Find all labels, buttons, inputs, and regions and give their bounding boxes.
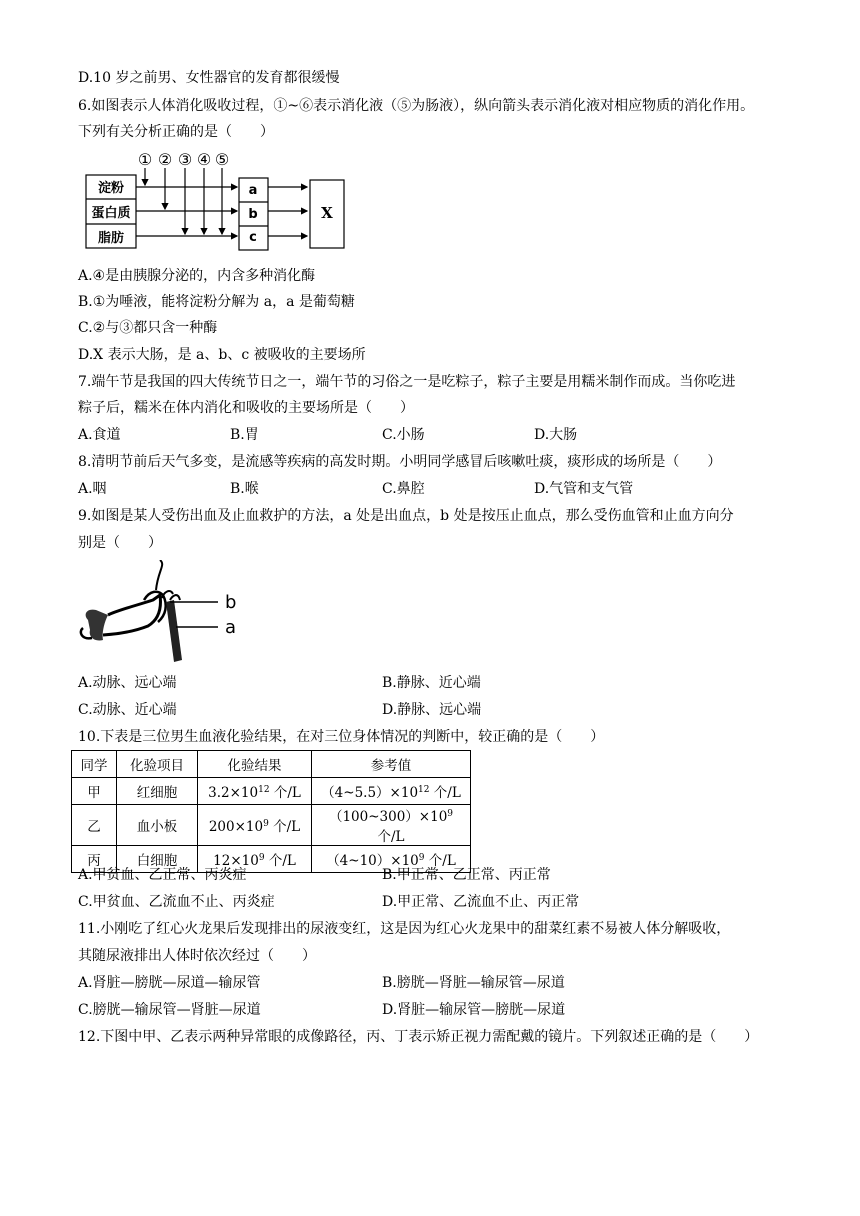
q6-option-c: C.②与③都只含一种酶 <box>78 320 218 336</box>
q9-stem-line1: 9.如图是某人受伤出血及止血救护的方法，a 处是出血点，b 处是按压止血点，那么受伤血管和止血方向分 <box>78 508 734 524</box>
bleeding-arm-figure <box>78 560 248 665</box>
circle-4: ④ <box>196 150 212 169</box>
q8-option-c: C.鼻腔 <box>382 481 425 497</box>
table-header-row <box>72 751 471 778</box>
q11-option-d: D.肾脏—输尿管—膀胱—尿道 <box>382 1002 566 1018</box>
cell-item: 血小板 <box>117 805 198 846</box>
header-result: 化验结果 <box>198 751 312 778</box>
q7-stem-line2: 粽子后，糯米在体内消化和吸收的主要场所是（ ） <box>78 400 414 416</box>
q10-option-a: A.甲贫血、乙正常、丙炎症 <box>78 867 247 883</box>
q8-option-b: B.喉 <box>230 481 259 497</box>
header-item: 化验项目 <box>117 751 198 778</box>
q6-option-d: D.X 表示大肠，是 a、b、c 被吸收的主要场所 <box>78 347 366 363</box>
q11-option-a: A.肾脏—膀胱—尿道—输尿管 <box>78 975 261 991</box>
q7-option-d: D.大肠 <box>534 427 578 443</box>
cell-reference: $(100\sim 300)\times 10^9$ 个/L <box>312 805 471 846</box>
q9-option-d: D.静脉、远心端 <box>382 702 482 718</box>
table-row <box>72 778 471 805</box>
circle-3: ③ <box>177 150 193 169</box>
q8-stem: 8.清明节前后天气多变，是流感等疾病的高发时期。小明同学感冒后咳嗽吐痰，痰形成的场所是（ ） <box>78 454 722 470</box>
table-row <box>72 805 471 846</box>
header-reference: 参考值 <box>312 751 471 778</box>
q9-option-b: B.静脉、近心端 <box>382 675 481 691</box>
q11-option-b: B.膀胱—肾脏—输尿管—尿道 <box>382 975 565 991</box>
cell-item: 红细胞 <box>117 778 198 805</box>
nutrient-fat: 脂肪 <box>97 231 125 246</box>
q12-stem: 12.下图中甲、乙表示两种异常眼的成像路径，丙、丁表示矫正视力需配戴的镜片。下列叙述正确的是（ ） <box>78 1029 759 1045</box>
target-x: X <box>321 204 333 222</box>
q7-stem-line1: 7.端午节是我国的四大传统节日之一，端午节的习俗之一是吃粽子，粽子主要是用糯米制作而成。当你吃进 <box>78 374 736 390</box>
q9-stem-line2: 别是（ ） <box>78 535 162 551</box>
header-student: 同学 <box>72 751 117 778</box>
q7-option-c: C.小肠 <box>382 427 425 443</box>
cell-result: $12\times 10^9$ 个/L <box>198 846 312 873</box>
product-b: b <box>248 207 258 222</box>
label-a: a <box>225 617 237 638</box>
cell-reference: $(4\sim 10)\times 10^9$ 个/L <box>312 846 471 873</box>
q9-option-a: A.动脉、远心端 <box>78 675 177 691</box>
q9-option-c: C.动脉、近心端 <box>78 702 177 718</box>
cell-reference: $(4\sim 5.5)\times 10^{12}$ 个/L <box>312 778 471 805</box>
q10-option-c: C.甲贫血、乙流血不止、丙炎症 <box>78 894 275 910</box>
q5-option-d: D.10 岁之前男、女性器官的发育都很缓慢 <box>78 70 340 86</box>
cell-result: $200\times 10^9$ 个/L <box>198 805 312 846</box>
nutrient-starch: 淀粉 <box>97 181 125 196</box>
q6-option-a: A.④是由胰腺分泌的，内含多种消化酶 <box>78 268 316 284</box>
circle-5: ⑤ <box>214 150 230 169</box>
cell-student: 乙 <box>72 805 117 846</box>
cell-item: 白细胞 <box>117 846 198 873</box>
blood-test-table <box>71 750 471 873</box>
product-a: a <box>248 183 258 198</box>
q11-stem-line2: 其随尿液排出人体时依次经过（ ） <box>78 948 316 964</box>
q11-stem-line1: 11.小刚吃了红心火龙果后发现排出的尿液变红，这是因为红心火龙果中的甜菜红素不易被人体分解吸收， <box>78 921 731 937</box>
q11-option-c: C.膀胱—输尿管—肾脏—尿道 <box>78 1002 261 1018</box>
label-b: b <box>225 592 237 613</box>
cell-student: 丙 <box>72 846 117 873</box>
q10-option-d: D.甲正常、乙流血不止、丙正常 <box>382 894 580 910</box>
circle-1: ① <box>137 150 153 169</box>
digestion-diagram <box>80 148 350 258</box>
q6-stem-line2: 下列有关分析正确的是（ ） <box>78 124 274 140</box>
q6-stem-line1: 6.如图表示人体消化吸收过程，①~⑥表示消化液（⑤为肠液），纵向箭头表示消化液对相应物质的消化作用。 <box>78 98 755 114</box>
q7-option-a: A.食道 <box>78 427 121 443</box>
q8-option-d: D.气管和支气管 <box>534 481 634 497</box>
cell-result: $3.2\times 10^{12}$ 个/L <box>198 778 312 805</box>
cell-student: 甲 <box>72 778 117 805</box>
product-c: c <box>249 230 257 245</box>
circle-2: ② <box>157 150 173 169</box>
q6-option-b: B.①为唾液，能将淀粉分解为 a，a 是葡萄糖 <box>78 294 355 310</box>
nutrient-protein: 蛋白质 <box>91 206 131 221</box>
q10-option-b: B.甲正常、乙正常、丙正常 <box>382 867 551 883</box>
q10-stem: 10.下表是三位男生血液化验结果，在对三位身体情况的判断中，较正确的是（ ） <box>78 729 605 745</box>
q8-option-a: A.咽 <box>78 481 107 497</box>
q7-option-b: B.胃 <box>230 427 259 443</box>
